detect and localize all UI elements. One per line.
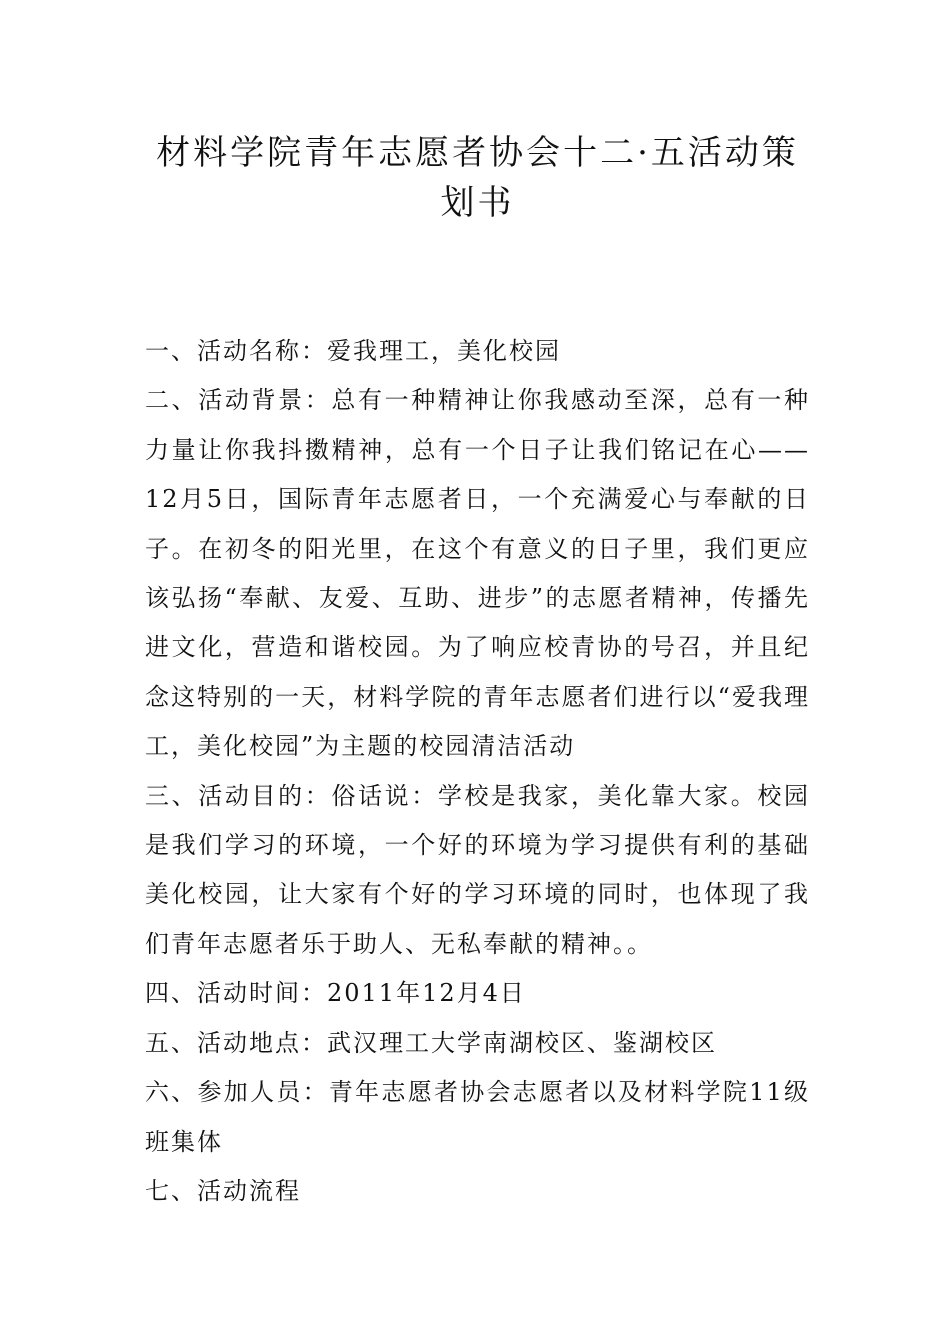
section-participants: 六、参加人员：青年志愿者协会志愿者以及材料学院11级班集体: [145, 1078, 810, 1156]
document-title: 材料学院青年志愿者协会十二·五活动策划书: [156, 133, 799, 223]
document-body: [145, 327, 810, 1216]
section-activity-name: 一、活动名称：爱我理工，美化校园: [145, 337, 561, 365]
section-activity-purpose: 三、活动目的：俗话说：学校是我家，美化靠大家。校园是我们学习的环境，一个好的环境为学习提供有利的基础美化校园，让大家有个好的学习环境的同时，也体现了我们青年志愿者乐于助人、无私奉献的精神。。: [145, 781, 810, 958]
section-activity-time: 四、活动时间：2011年12月4日: [145, 979, 526, 1008]
section-activity-location: 五、活动地点：武汉理工大学南湖校区、鉴湖校区: [145, 1028, 717, 1057]
section-activity-background: 二、活动背景：总有一种精神让你我感动至深，总有一种力量让你我抖擞精神，总有一个日子让我们铭记在心——12月5日，国际青年志愿者日，一个充满爱心与奉献的日子。在初冬的阳光里，在这个有意义的日子里，我们更应该弘扬“奉献、友爱、互助、进步”的志愿者精神，传播先进文化，营造和谐校园。为了响应校青协的号召，并且纪念这特别的一天，材料学院的青年志愿者们进行以“爱我理工，美化校园”为主题的校园清洁活动: [145, 386, 810, 761]
section-activity-process: 七、活动流程: [145, 1176, 301, 1205]
